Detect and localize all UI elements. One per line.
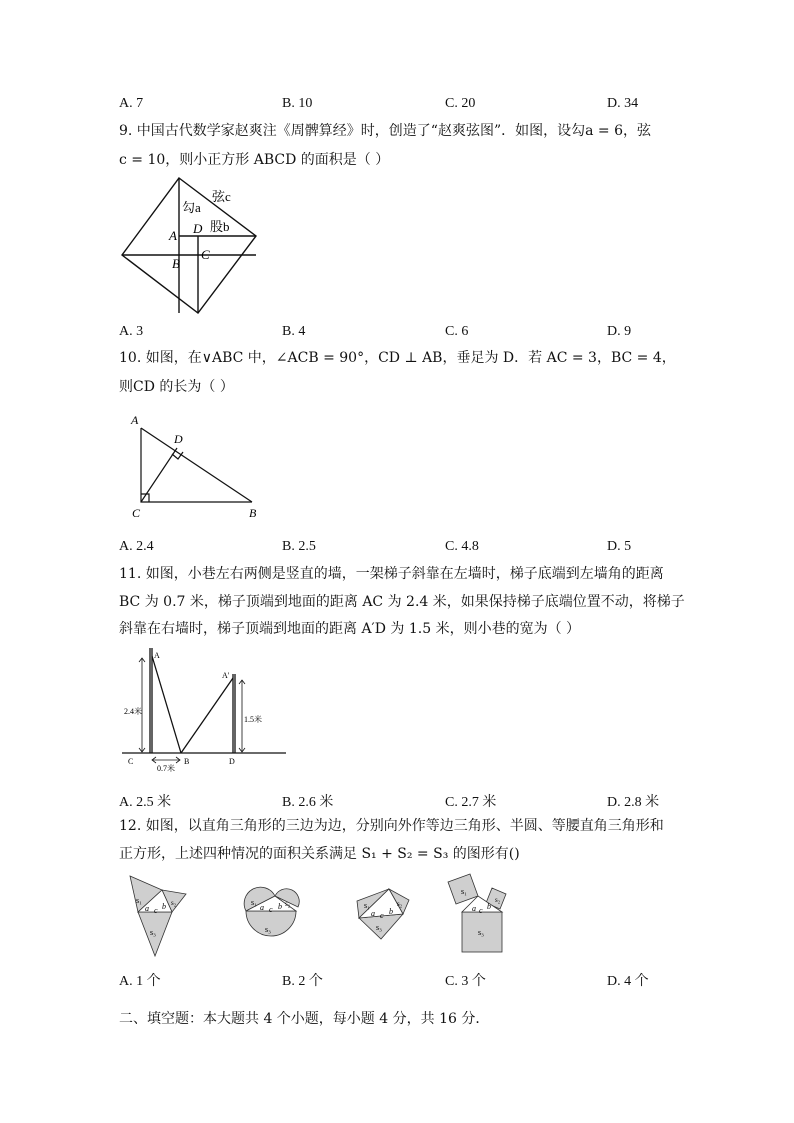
q11-stem-line2: BC 为 0.7 米，梯子顶端到地面的距离 AC 为 2.4 米，如果保持梯子底端位置不动，将梯子: [119, 594, 685, 610]
svg-text:s₃: s₃: [265, 925, 271, 934]
q10-triangle-figure: [126, 410, 266, 525]
svg-text:c: c: [154, 906, 158, 915]
q9-stem-line1: 9. 中国古代数学家赵爽注《周髀算经》时，创造了“赵爽弦图”．如图，设勾a = 6，弦: [119, 123, 652, 139]
svg-text:b: b: [389, 907, 393, 916]
label-gou: 勾a: [182, 200, 201, 215]
option-a: A. 3: [119, 324, 144, 339]
label-a: A: [154, 651, 160, 660]
option-a: A. 1 个: [119, 974, 161, 989]
section-2-heading: 二、填空题：本大题共 4 个小题，每小题 4 分，共 16 分．: [119, 1011, 490, 1027]
svg-text:s₂: s₂: [171, 899, 177, 907]
option-b: B. 2.6 米: [282, 795, 334, 810]
svg-text:s₂: s₂: [495, 896, 501, 904]
label-width: 0.7米: [157, 764, 175, 773]
label-a: A: [169, 228, 177, 243]
svg-text:s₁: s₁: [136, 896, 142, 905]
q11-ladder-figure: [120, 646, 290, 776]
label-c: C: [128, 757, 134, 766]
label-a: A: [131, 413, 139, 427]
q9-stem-line2: c = 10，则小正方形 ABCD 的面积是（ ）: [119, 152, 390, 168]
svg-text:a: a: [145, 904, 149, 913]
option-d: D. 9: [607, 324, 632, 339]
svg-text:b: b: [162, 902, 166, 911]
option-a: A. 2.5 米: [119, 795, 172, 810]
svg-text:s₁: s₁: [251, 898, 257, 907]
svg-text:a: a: [260, 903, 264, 912]
svg-text:b: b: [487, 902, 491, 911]
option-b: B. 4: [282, 324, 306, 339]
label-b: B: [172, 256, 180, 271]
label-b: B: [249, 506, 257, 520]
label-gu: 股b: [210, 219, 230, 234]
label-d: D: [229, 757, 235, 766]
q12-figure-equilateral: [124, 874, 190, 960]
q12-options: [119, 970, 679, 988]
q12-stem-line2: 正方形，上述四种情况的面积关系满足 S₁ + S₂ = S₃ 的图形有(): [119, 846, 520, 862]
svg-text:s₃: s₃: [150, 928, 156, 937]
label-d: D: [193, 221, 203, 236]
svg-text:c: c: [380, 911, 384, 920]
label-xian: 弦c: [212, 189, 231, 204]
q11-stem-line1: 11. 如图，小巷左右两侧是竖直的墙，一架梯子斜靠在左墙时，梯子底端到左墙角的距离: [119, 566, 664, 582]
q12-stem-line1: 12. 如图，以直角三角形的三边为边，分别向外作等边三角形、半圆、等腰直角三角形和: [119, 818, 664, 834]
option-a: A. 7: [119, 96, 144, 111]
option-c: C. 2.7 米: [445, 795, 497, 810]
label-c: C: [132, 506, 141, 520]
label-d: D: [174, 432, 183, 446]
q11-options: [119, 791, 679, 809]
q10-options: [119, 539, 679, 557]
svg-text:s₁: s₁: [461, 887, 467, 896]
svg-text:c: c: [479, 906, 483, 915]
q11-stem-line3: 斜靠在右墙时，梯子顶端到地面的距离 A′D 为 1.5 米，则小巷的宽为（ ）: [119, 621, 581, 637]
option-d: D. 5: [607, 539, 632, 554]
label-a-prime: A': [222, 671, 230, 680]
option-b: B. 2.5: [282, 539, 316, 554]
svg-text:s₃: s₃: [478, 928, 484, 937]
q12-figure-semicircles: [238, 883, 304, 945]
svg-text:c: c: [269, 905, 273, 914]
svg-text:s₂: s₂: [397, 900, 403, 908]
q10-stem-line2: 则CD 的长为（ ）: [119, 379, 234, 395]
option-a: A. 2.4: [119, 539, 154, 554]
svg-text:s₂: s₂: [285, 900, 291, 908]
option-b: B. 10: [282, 96, 313, 111]
option-d: D. 34: [607, 96, 639, 111]
label-c: C: [201, 247, 210, 262]
q12-figure-squares: [444, 872, 524, 958]
option-b: B. 2 个: [282, 974, 323, 989]
option-d: D. 2.8 米: [607, 795, 660, 810]
label-b: B: [184, 757, 190, 766]
svg-text:a: a: [371, 909, 375, 918]
svg-text:b: b: [278, 902, 282, 911]
q8-options: [119, 96, 679, 114]
svg-text:a: a: [472, 904, 476, 913]
q9-zhaoshuang-figure: [120, 176, 260, 316]
q12-figure-isosceles: [353, 884, 413, 944]
label-height-left: 2.4米: [124, 707, 142, 716]
option-d: D. 4 个: [607, 974, 649, 989]
q10-stem-line1: 10. 如图，在∨ABC 中，∠ACB = 90°，CD ⊥ AB，垂足为 D．若 AC = 3，BC = 4，: [119, 350, 676, 366]
label-height-right: 1.5米: [244, 715, 262, 724]
option-c: C. 20: [445, 96, 476, 111]
option-c: C. 6: [445, 324, 469, 339]
option-c: C. 3 个: [445, 974, 486, 989]
svg-text:s₁: s₁: [364, 901, 370, 910]
option-c: C. 4.8: [445, 539, 479, 554]
svg-text:s₃: s₃: [376, 923, 382, 932]
q9-options: [119, 324, 679, 342]
